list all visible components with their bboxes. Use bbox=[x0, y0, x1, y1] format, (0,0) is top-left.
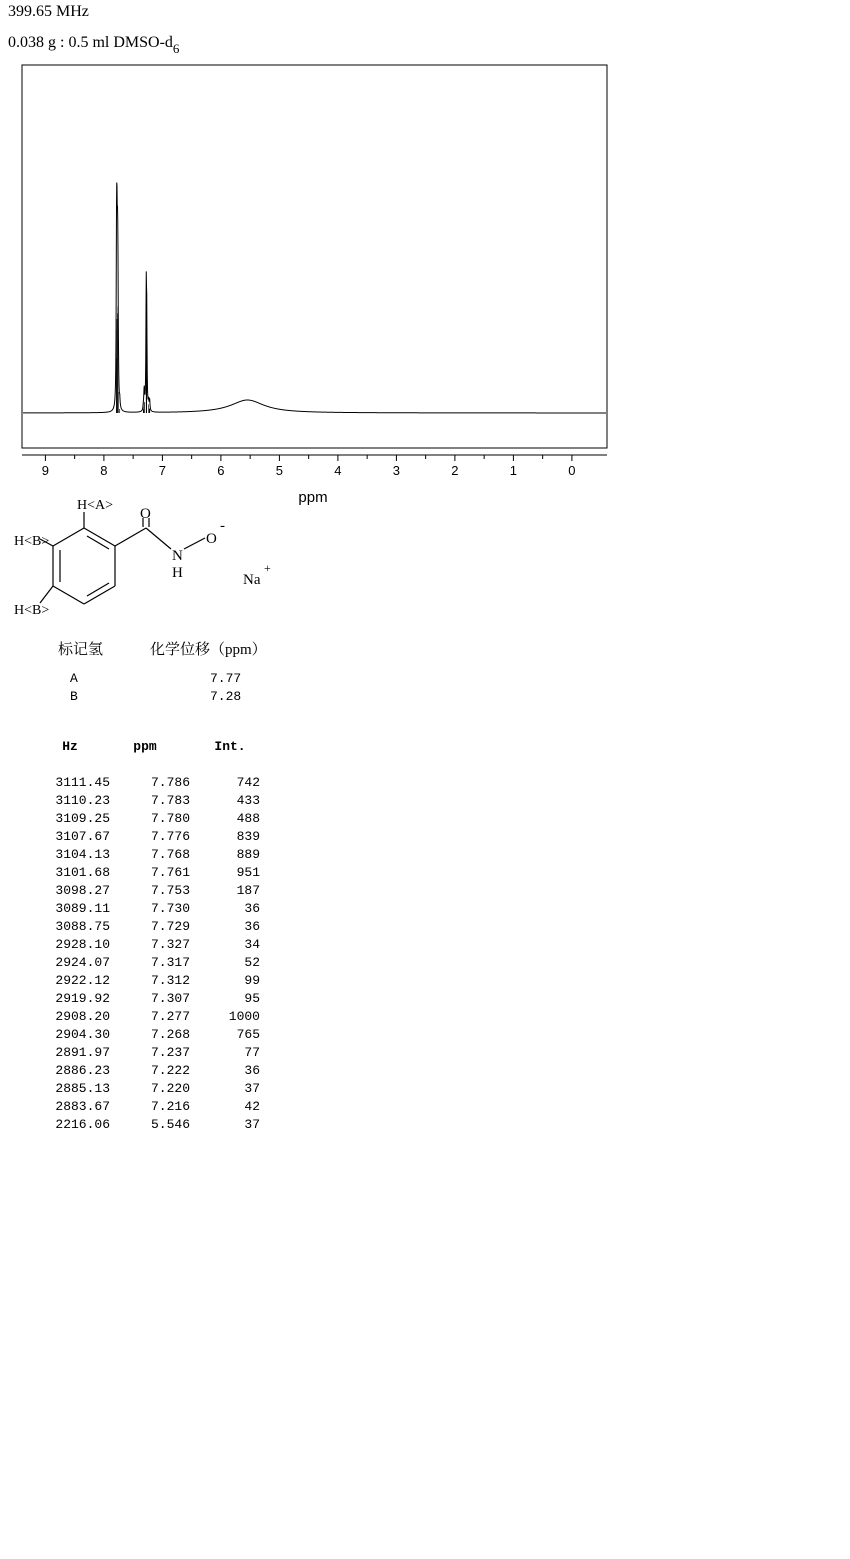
ppm-cell: 7.776 bbox=[150, 829, 190, 844]
spectrometer-frequency: 399.65 MHz bbox=[8, 3, 89, 20]
assignment-col-shift: 化学位移（ppm） bbox=[150, 642, 267, 658]
hz-cell: 2922.12 bbox=[55, 973, 110, 988]
header-hz: Hz bbox=[62, 739, 78, 754]
table-row bbox=[40, 900, 270, 918]
table-row bbox=[40, 936, 270, 954]
table-row bbox=[40, 828, 270, 846]
int-cell: 95 bbox=[244, 991, 260, 1006]
ring-double-bond bbox=[87, 536, 109, 549]
plot-frame bbox=[22, 65, 607, 448]
label-n: N bbox=[172, 548, 183, 564]
hz-cell: 2891.97 bbox=[55, 1045, 110, 1060]
int-cell: 99 bbox=[244, 973, 260, 988]
x-tick-label: 5 bbox=[275, 463, 284, 478]
int-cell: 52 bbox=[244, 955, 260, 970]
x-tick-label: 6 bbox=[217, 463, 225, 478]
hz-cell: 3104.13 bbox=[55, 847, 110, 862]
assignment-row bbox=[70, 671, 241, 686]
ppm-cell: 7.780 bbox=[150, 811, 190, 826]
label-nh: H bbox=[172, 565, 183, 581]
hz-cell: 3111.45 bbox=[55, 775, 110, 790]
sample-subscript: 6 bbox=[172, 41, 180, 57]
label-h-a: H<A> bbox=[77, 498, 114, 513]
x-tick-label: 1 bbox=[509, 463, 518, 478]
header-int: Int. bbox=[214, 739, 246, 754]
int-cell: 77 bbox=[244, 1045, 260, 1060]
hz-cell: 3101.68 bbox=[55, 865, 110, 880]
hz-cell: 2928.10 bbox=[55, 937, 110, 952]
hz-cell: 3089.11 bbox=[55, 901, 110, 916]
label-minus: - bbox=[220, 518, 225, 534]
table-row bbox=[40, 1044, 270, 1062]
bond-carbonyl-c bbox=[115, 528, 146, 546]
table-row bbox=[40, 1062, 270, 1080]
x-tick-label: 9 bbox=[41, 463, 50, 478]
assignment-row bbox=[70, 689, 241, 704]
table-row bbox=[40, 792, 270, 810]
hz-cell: 2908.20 bbox=[55, 1009, 110, 1024]
int-cell: 839 bbox=[236, 829, 260, 844]
x-tick-label: 2 bbox=[451, 463, 459, 478]
hz-cell: 2216.06 bbox=[55, 1117, 110, 1132]
hz-cell: 2919.92 bbox=[55, 991, 110, 1006]
int-cell: 488 bbox=[236, 811, 260, 826]
label-na: Na bbox=[243, 572, 261, 588]
table-row bbox=[40, 1026, 270, 1044]
x-tick-label: 7 bbox=[158, 463, 167, 478]
int-cell: 1000 bbox=[228, 1009, 260, 1024]
hz-cell: 2904.30 bbox=[55, 1027, 110, 1042]
table-row bbox=[40, 846, 270, 864]
label-plus: + bbox=[264, 561, 271, 575]
hz-cell: 2924.07 bbox=[55, 955, 110, 970]
ppm-cell: 7.783 bbox=[150, 793, 190, 808]
x-tick-label: 4 bbox=[334, 463, 342, 478]
ppm-cell: 7.753 bbox=[150, 883, 190, 898]
label-o-minus: O bbox=[206, 531, 217, 547]
x-axis-ticks bbox=[45, 455, 572, 461]
ppm-cell: 5.546 bbox=[150, 1117, 190, 1132]
int-cell: 36 bbox=[244, 919, 260, 934]
int-cell: 187 bbox=[236, 883, 260, 898]
hz-cell: 3107.67 bbox=[55, 829, 110, 844]
x-axis-tick-labels bbox=[42, 463, 576, 478]
table-row bbox=[40, 1080, 270, 1098]
table-row bbox=[40, 774, 270, 792]
ppm-cell: 7.277 bbox=[150, 1009, 190, 1024]
int-cell: 37 bbox=[244, 1081, 260, 1096]
table-row bbox=[40, 954, 270, 972]
int-cell: 37 bbox=[244, 1117, 260, 1132]
nmr-spectrum-chart bbox=[0, 0, 850, 640]
label-h-b2: H<B> bbox=[14, 603, 50, 618]
ppm-cell: 7.768 bbox=[150, 847, 190, 862]
peak-table-header bbox=[40, 738, 270, 756]
hz-cell: 2886.23 bbox=[55, 1063, 110, 1078]
hz-cell: 2885.13 bbox=[55, 1081, 110, 1096]
hz-cell: 3109.25 bbox=[55, 811, 110, 826]
int-cell: 742 bbox=[236, 775, 260, 790]
x-tick-label: 3 bbox=[392, 463, 401, 478]
ppm-cell: 7.761 bbox=[150, 865, 190, 880]
table-row bbox=[40, 972, 270, 990]
x-axis-label: ppm bbox=[298, 489, 328, 506]
ring-double-bond bbox=[87, 583, 109, 596]
assignment-label: B bbox=[70, 689, 78, 704]
hz-cell: 2883.67 bbox=[55, 1099, 110, 1114]
ppm-cell: 7.220 bbox=[150, 1081, 190, 1096]
table-row bbox=[40, 1008, 270, 1026]
hz-cell: 3098.27 bbox=[55, 883, 110, 898]
peak-marks bbox=[116, 301, 149, 413]
int-cell: 765 bbox=[236, 1027, 260, 1042]
assignment-shift: 7.28 bbox=[210, 689, 242, 704]
ppm-cell: 7.786 bbox=[150, 775, 190, 790]
sample-text: 0.038 g : 0.5 ml DMSO-d bbox=[8, 34, 173, 51]
table-row bbox=[40, 864, 270, 882]
int-cell: 34 bbox=[244, 937, 260, 952]
int-cell: 951 bbox=[236, 865, 260, 880]
spectrum-trace bbox=[23, 183, 606, 413]
int-cell: 36 bbox=[244, 1063, 260, 1078]
ppm-cell: 7.216 bbox=[150, 1099, 190, 1114]
bond-n-o bbox=[184, 538, 205, 549]
table-row bbox=[40, 882, 270, 900]
assignment-label: A bbox=[70, 671, 78, 686]
hz-cell: 3088.75 bbox=[55, 919, 110, 934]
ppm-cell: 7.730 bbox=[150, 901, 190, 916]
header-ppm: ppm bbox=[133, 739, 157, 754]
ppm-cell: 7.268 bbox=[150, 1027, 190, 1042]
ppm-cell: 7.237 bbox=[150, 1045, 190, 1060]
ppm-cell: 7.729 bbox=[150, 919, 190, 934]
ppm-cell: 7.312 bbox=[150, 973, 190, 988]
x-tick-label: 8 bbox=[100, 463, 108, 478]
peak-table-rows bbox=[40, 774, 270, 1134]
int-cell: 433 bbox=[236, 793, 260, 808]
label-o-carbonyl: O bbox=[140, 506, 151, 522]
bond-h-b2 bbox=[40, 586, 53, 603]
assignment-shift: 7.77 bbox=[210, 671, 242, 686]
table-row bbox=[40, 990, 270, 1008]
table-row bbox=[40, 1098, 270, 1116]
table-row bbox=[40, 918, 270, 936]
int-cell: 42 bbox=[244, 1099, 260, 1114]
table-row bbox=[40, 1116, 270, 1134]
assignment-header bbox=[58, 638, 267, 659]
table-row bbox=[40, 810, 270, 828]
bond-c-n bbox=[146, 528, 171, 549]
int-cell: 36 bbox=[244, 901, 260, 916]
ppm-cell: 7.317 bbox=[150, 955, 190, 970]
ppm-cell: 7.327 bbox=[150, 937, 190, 952]
ppm-cell: 7.307 bbox=[150, 991, 190, 1006]
peak-table bbox=[40, 738, 270, 1134]
hz-cell: 3110.23 bbox=[55, 793, 110, 808]
ring-bond bbox=[53, 586, 84, 604]
assignment-col-label: 标记氢 bbox=[58, 642, 104, 658]
int-cell: 889 bbox=[236, 847, 260, 862]
x-tick-label: 0 bbox=[568, 463, 576, 478]
label-h-b1: H<B> bbox=[14, 534, 50, 549]
ppm-cell: 7.222 bbox=[150, 1063, 190, 1078]
ring-bond bbox=[53, 528, 84, 546]
